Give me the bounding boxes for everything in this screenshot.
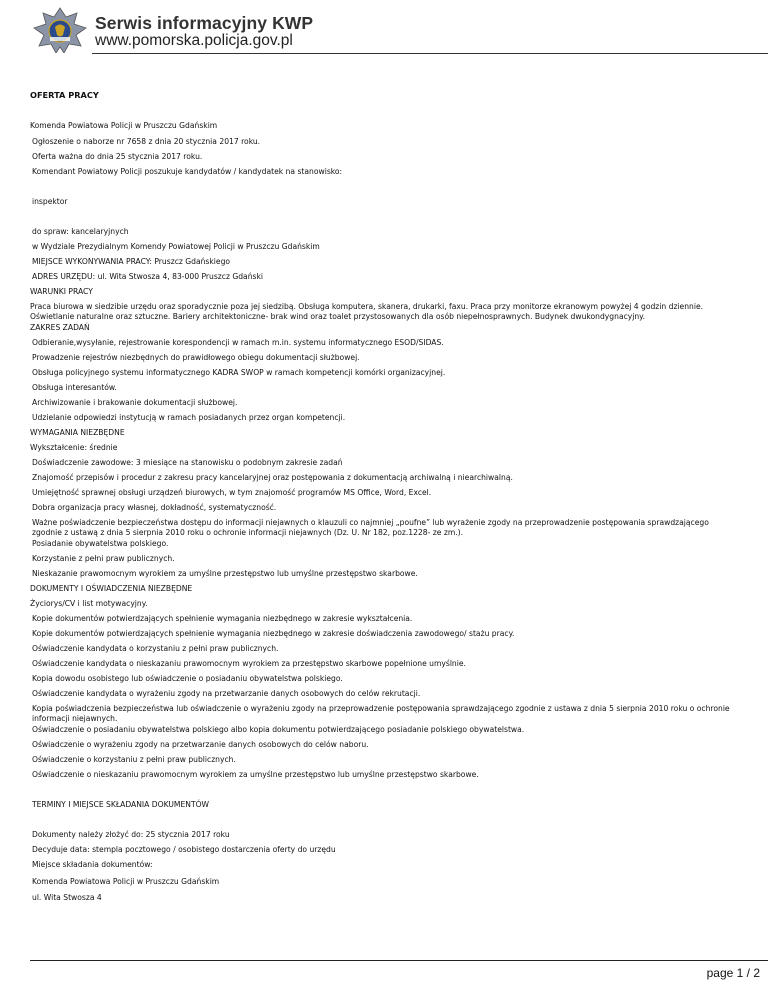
section-heading-tasks: ZAKRES ZADAŃ bbox=[30, 323, 90, 332]
list-item: Oświadczenie kandydata o nieskazaniu prawomocnym wyrokiem za przestępstwo skarbowe popełnione umyślnie. bbox=[32, 659, 466, 668]
list-item: Archiwizowanie i brakowanie dokumentacji służbowej. bbox=[32, 398, 238, 407]
page-number: page 1 / 2 bbox=[706, 966, 760, 980]
education-requirement: Wykształcenie: średnie bbox=[30, 443, 118, 452]
list-item: Obsługa interesantów. bbox=[32, 383, 117, 392]
list-item: Oświadczenie o nieskazaniu prawomocnym wyrokiem za umyślne przestępstwo lub umyślne przestępstwo skarbowe. bbox=[32, 770, 479, 779]
office-address: ADRES URZĘDU: ul. Wita Stwosza 4, 83-000 Pruszcz Gdański bbox=[32, 272, 263, 281]
list-item: Znajomość przepisów i procedur z zakresu pracy kancelaryjnej oraz postępowania z dokumentacją archiwalną i niearchiwalną. bbox=[32, 473, 513, 482]
list-item: Kopie dokumentów potwierdzających spełnienie wymagania niezbędnego w zakresie wykształcenia. bbox=[32, 614, 413, 623]
header-divider bbox=[92, 53, 768, 54]
list-item: Doświadczenie zawodowe: 3 miesiące na stanowisku o podobnym zakresie zadań bbox=[32, 458, 343, 467]
list-item: Nieskazanie prawomocnym wyrokiem za umyślne przestępstwo lub umyślne przestępstwo skarbowe. bbox=[32, 569, 418, 578]
list-item: Umiejętność sprawnej obsługi urządzeń biurowych, w tym znajomość programów MS Office, Word, Excel. bbox=[32, 488, 432, 497]
section-heading-conditions: WARUNKI PRACY bbox=[30, 287, 93, 296]
list-item: Oświadczenie o wyrażeniu zgody na przetwarzanie danych osobowych do celów naboru. bbox=[32, 740, 369, 749]
submission-street: ul. Wita Stwosza 4 bbox=[32, 893, 102, 902]
list-item: Prowadzenie rejestrów niezbędnych do prawidłowego obiegu dokumentacji służbowej. bbox=[32, 353, 360, 362]
list-item: Kopie dokumentów potwierdzających spełnienie wymagania niezbędnego w zakresie doświadczenia zawodowego/ stażu pracy. bbox=[32, 629, 515, 638]
submission-deadline: Dokumenty należy złożyć do: 25 stycznia 2017 roku bbox=[32, 830, 230, 839]
notice-number: Ogłoszenie o naborze nr 7658 z dnia 20 stycznia 2017 roku. bbox=[32, 137, 261, 146]
decisive-date-note: Decyduje data: stempla pocztowego / osobistego dostarczenia oferty do urzędu bbox=[32, 845, 336, 854]
site-title: Serwis informacyjny KWP bbox=[95, 13, 314, 33]
document-heading: OFERTA PRACY bbox=[30, 90, 99, 100]
site-header bbox=[0, 0, 768, 60]
list-item: Dobra organizacja pracy własnej, dokładność, systematyczność. bbox=[32, 503, 277, 512]
list-item: Oświadczenie kandydata o wyrażeniu zgody na przetwarzanie danych osobowych do celów rekrutacji. bbox=[32, 689, 421, 698]
list-item: Odbieranie,wysyłanie, rejestrowanie korespondencji w ramach m.in. systemu informatycznego ESOD/SIDAS. bbox=[32, 338, 444, 347]
submission-unit: Komenda Powiatowa Policji w Pruszczu Gdańskim bbox=[32, 877, 220, 886]
list-item: Udzielanie odpowiedzi instytucją w ramach posiadanych przez organ kompetencji. bbox=[32, 413, 346, 422]
site-url[interactable]: www.pomorska.policja.gov.pl bbox=[95, 32, 293, 49]
list-item: Oświadczenie o posiadaniu obywatelstwa polskiego albo kopia dokumentu potwierdzającego posiadanie polskiego obywatelstwa. bbox=[32, 725, 525, 734]
section-heading-requirements: WYMAGANIA NIEZBĘDNE bbox=[30, 428, 125, 437]
position-scope: do spraw: kancelaryjnych bbox=[32, 227, 129, 236]
list-item: Kopia dowodu osobistego lub oświadczenie o posiadaniu obywatelstwa polskiego. bbox=[32, 674, 343, 683]
cv-requirement: Życiorys/CV i list motywacyjny. bbox=[30, 599, 148, 608]
position-title: inspektor bbox=[32, 197, 68, 206]
list-item: Oświadczenie o korzystaniu z pełni praw publicznych. bbox=[32, 755, 236, 764]
section-heading-documents: DOKUMENTY I OŚWIADCZENIA NIEZBĘDNE bbox=[30, 584, 193, 593]
work-place: MIEJSCE WYKONYWANIA PRACY: Pruszcz Gdańskiego bbox=[32, 257, 231, 266]
list-item: Obsługa policyjnego systemu informatycznego KADRA SWOP w ramach kompetencji komórki organizacyjnej. bbox=[32, 368, 446, 377]
offer-valid-date: Oferta ważna do dnia 25 stycznia 2017 roku. bbox=[32, 152, 203, 161]
department: w Wydziale Prezydialnym Komendy Powiatowej Policji w Pruszczu Gdańskim bbox=[32, 242, 320, 251]
conditions-text: Praca biurowa w siedzibie urzędu oraz sporadycznie poza jej siedzibą. Obsługa komputera, skanera, drukarki, faxu. Praca przy monitorze ekranowym powyżej 4 godzin dziennie. Oświetlanie naturalne oraz sztuczne. Bariery architektoniczne- brak wind oraz toalet przystosowanych dla osób niepełnosprawnych. Budynek dwukondygnacyjny. bbox=[30, 302, 704, 321]
list-item: Ważne poświadczenie bezpieczeństwa dostępu do informacji niejawnych o klauzuli co najmniej „poufne” lub wyrażenie zgody na przeprowadzenie postępowania sprawdzającego zgodnie z ustawą z dnia 5 sierpnia 2010 roku o ochronie informacji niejawnych (Dz. U. Nr 182, poz.1228- ze zm.). bbox=[32, 518, 709, 537]
seeking-statement: Komendant Powiatowy Policji poszukuje kandydatów / kandydatek na stanowisko: bbox=[32, 167, 343, 176]
list-item: Posiadanie obywatelstwa polskiego. bbox=[32, 539, 169, 548]
unit-name: Komenda Powiatowa Policji w Pruszczu Gdańskim bbox=[30, 121, 218, 130]
footer-divider bbox=[30, 960, 768, 961]
section-heading-terms: TERMINY I MIEJSCE SKŁADANIA DOKUMENTÓW bbox=[32, 800, 210, 809]
list-item: Kopia poświadczenia bezpieczeństwa lub oświadczenie o wyrażeniu zgody na przeprowadzenie postępowania sprawdzającego zgodnie z ustawa z dnia 5 sierpnia 2010 roku o ochronie informacji niejawnych. bbox=[32, 704, 730, 723]
submission-place-label: Miejsce składania dokumentów: bbox=[32, 860, 153, 869]
police-star-logo bbox=[30, 7, 90, 53]
list-item: Oświadczenie kandydata o korzystaniu z pełni praw publicznych. bbox=[32, 644, 279, 653]
list-item: Korzystanie z pełni praw publicznych. bbox=[32, 554, 175, 563]
